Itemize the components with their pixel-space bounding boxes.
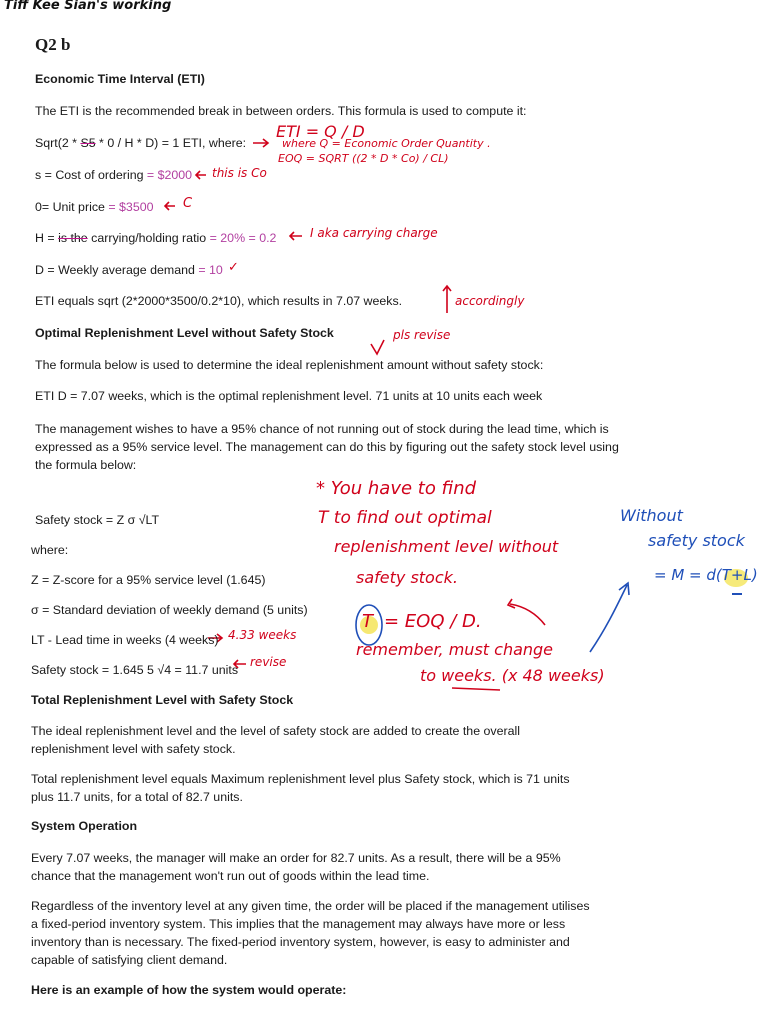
eti-result: ETI equals sqrt (2*2000*3500/0.2*10), which results in 7.07 weeks. [35,294,403,308]
system-heading: System Operation [31,819,138,833]
arrow-eoq-curve [508,599,545,625]
annotation-c: C [183,196,193,211]
safety-sigma: σ = Standard deviation of weekly demand (5 units) [31,603,308,617]
weeks-underline [452,688,500,690]
arrow-aka [290,232,302,240]
d-label: D = Weekly average demand [35,263,199,277]
safety-formula: Safety stock = Z σ √LT [35,513,160,527]
d-line [35,262,223,279]
o-line [35,199,154,216]
note7-a: to [420,666,442,685]
annotation-aka: I aka carrying charge [310,226,438,240]
header-note: Tiff Kee Sian's working [4,0,172,13]
note7-weeks: weeks [441,666,492,685]
note7-c: . (x 48 weeks) [491,666,605,685]
annotation-t: T [362,611,373,632]
annotation-eoq: EOQ = SQRT ((2 * D * Co) / CL) [278,152,449,165]
formula-part-a: Sqrt(2 * [35,136,81,150]
formula-part-b: * 0 / H * D) = 1 ETI, where: [95,136,247,150]
safety-z: Z = Z-score for a 95% service level (1.645) [31,573,266,587]
s-value: = $2000 [146,168,193,182]
system-p2: Regardless of the inventory level at any given time, the order will be placed if the management utilises a fixed-period inventory system. This implies that the management may always have more or less inventory than is necessary. The fixed-period inventory system, however, is easy to administer and capable of satisfying client demand. [31,899,590,967]
annotation-note-5: = EOQ / D. [384,611,482,632]
annotation-accordingly: accordingly [455,294,525,308]
arrow-blue-up [590,583,629,652]
page-title: Q2 b [35,35,71,54]
orl-result: ETI D = 7.07 weeks, which is the optimal replenishment level. 71 units at 10 units each week [35,389,543,403]
total-p1: The ideal replenishment level and the level of safety stock are added to create the overall replenishment level with safety stock. [31,724,521,756]
annotation-note-1: * You have to find [316,478,477,499]
annotation-note-3: replenishment level without [334,537,559,556]
arrow-accordingly [443,286,451,313]
eti-formula [35,135,246,152]
annotation-note-4: safety stock. [356,568,458,587]
eti-heading: Economic Time Interval (ETI) [35,72,205,86]
system-example-heading: Here is an example of how the system would operate: [31,983,347,997]
annotation-eti-def: ETI = Q / D [276,122,365,141]
annotation-m-formula: = M = d(T+L) [654,566,758,584]
h-strike: is the [58,231,88,245]
o-value: = $3500 [108,200,154,214]
h-label-a: H = [35,231,59,245]
annotation-lt-fix: 4.33 weeks [228,628,297,642]
arrow-c [165,202,175,210]
h-line [35,230,276,247]
s-label: s = Cost of ordering [35,168,147,182]
annotation-without: Without [620,506,683,525]
total-p2: Total replenishment level equals Maximum replenishment level plus Safety stock, which is 71 units plus 11.7 units, for a total of 82.7 units. [31,772,570,804]
arrow-pls-revise [371,340,384,354]
annotation-note-7 [420,666,605,685]
formula-strike: S5 [80,136,96,150]
safety-where: where: [31,543,69,557]
annotation-this-is-co: this is Co [212,166,267,180]
annotation-revise: revise [250,655,287,669]
h-value: = 20% = 0.2 [209,231,277,245]
annotation-where-q: where Q = Economic Order Quantity . [282,137,491,150]
annotation-note-6: remember, must change [356,640,554,659]
h-label-b: carrying/holding ratio [87,231,210,245]
o-label: 0= Unit price [35,200,109,214]
safety-lt: LT - Lead time in weeks (4 weeks) [31,633,219,647]
arrow-eti-where [253,139,268,147]
annotation-note-2: T to find out optimal [318,508,492,528]
s-line [35,167,192,184]
safety-calc: Safety stock = 1.645 5 √4 = 11.7 units [31,663,239,677]
orl-intro: The formula below is used to determine the ideal replenishment amount without safety stock: [35,358,544,372]
arrow-this-is-co [196,171,206,179]
system-p1: Every 7.07 weeks, the manager will make an order for 82.7 units. As a result, there will be a 95% chance that the management won't run out of goods within the lead time. [31,851,561,883]
annotation-pls-revise: pls revise [393,328,451,342]
annotation-check: ✓ [228,260,239,275]
total-heading: Total Replenishment Level with Safety Stock [31,693,294,707]
orl-heading: Optimal Replenishment Level without Safety Stock [35,326,334,340]
orl-service: The management wishes to have a 95% chance of not running out of stock during the lead time, which is expressed as a 95% service level. The management can do this by figuring out the safety stock level using the formula below: [35,422,619,472]
eti-intro: The ETI is the recommended break in between orders. This formula is used to compute it: [35,104,527,118]
d-value: = 10 [198,263,223,277]
annotation-safety-stock: safety stock [648,531,745,550]
